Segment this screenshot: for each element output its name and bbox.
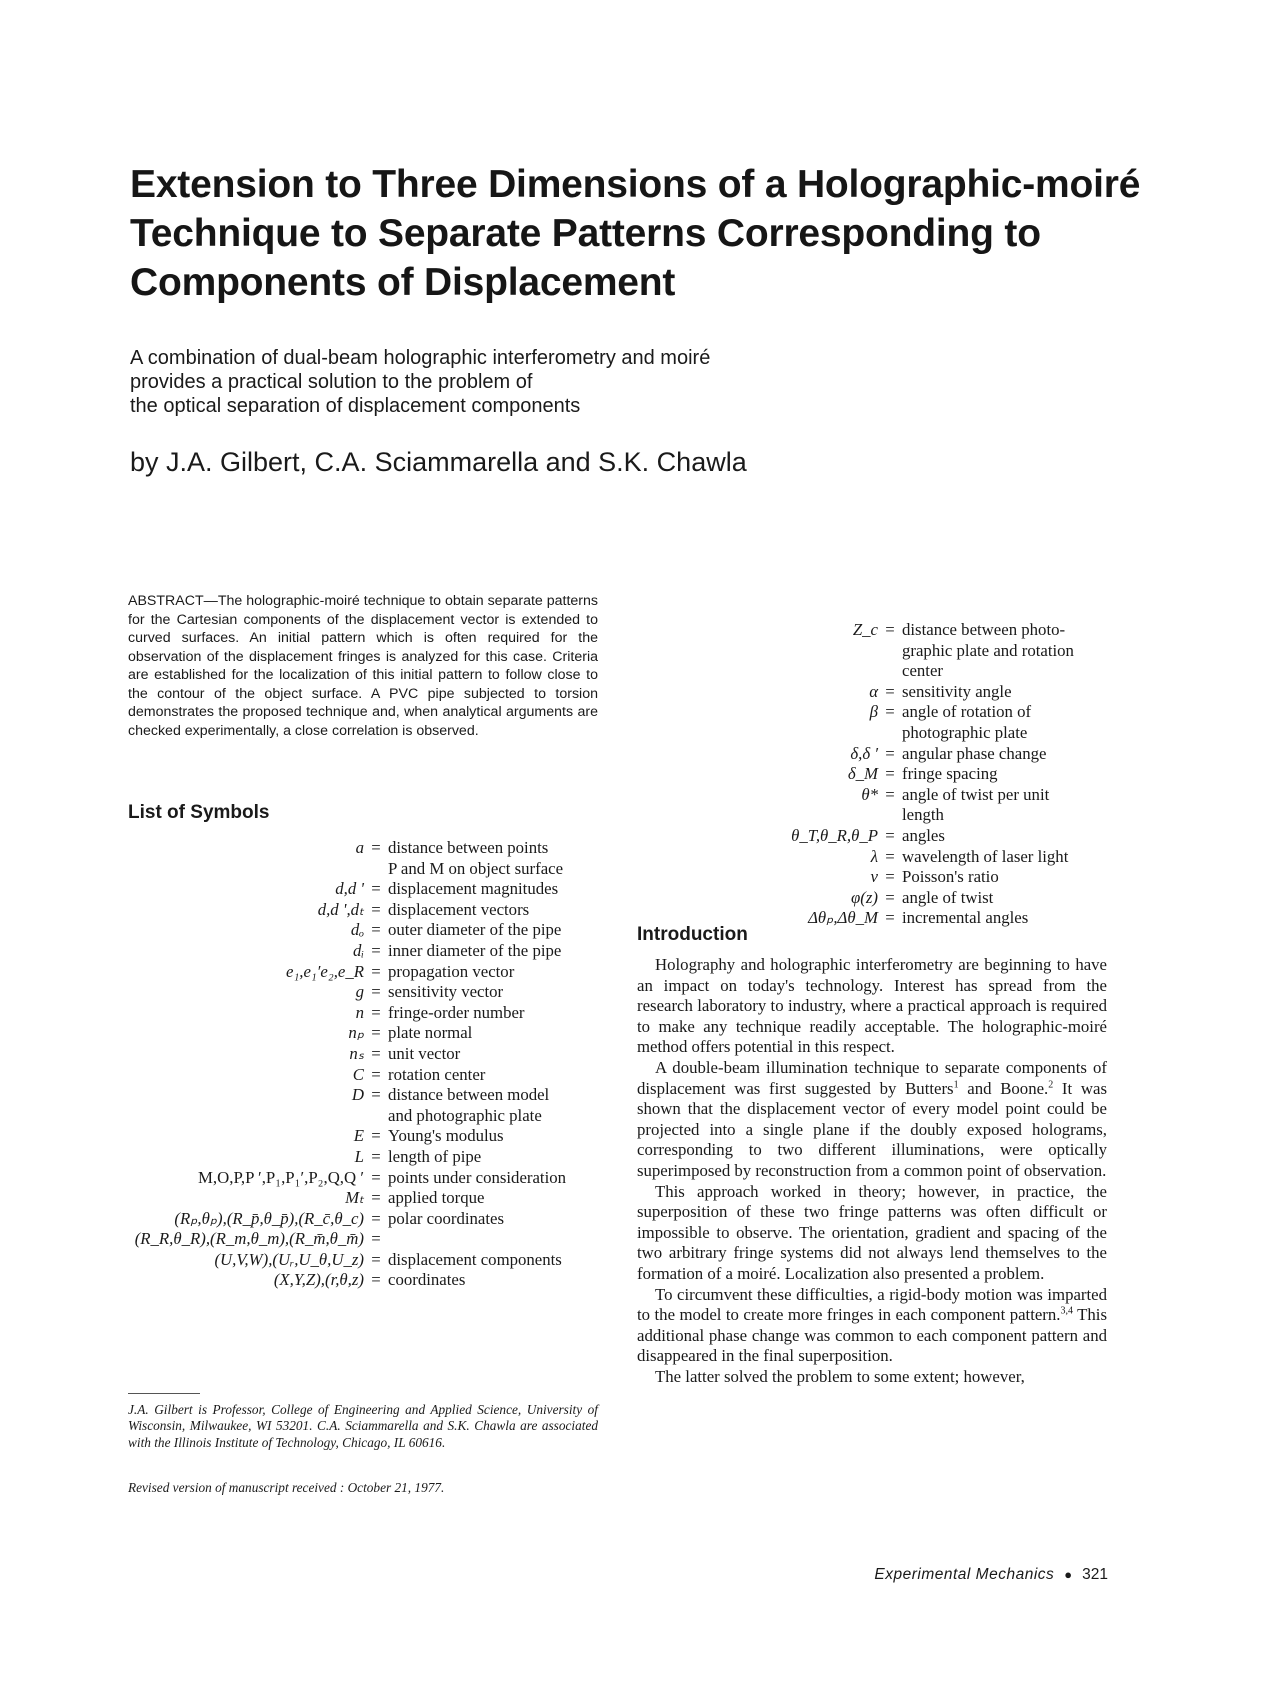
symbol-definition: angular phase change xyxy=(902,743,1047,763)
symbol-definition: propagation vector xyxy=(388,961,515,981)
symbol-row xyxy=(128,1044,566,1065)
equals-sign: = xyxy=(885,825,895,845)
symbol-row xyxy=(760,764,1074,785)
symbol: D xyxy=(351,1085,364,1105)
equals-sign: = xyxy=(885,764,895,784)
symbol: (X,Y,Z),(r,θ,z) xyxy=(273,1270,364,1290)
symbol: Δθₚ,Δθ_M xyxy=(808,908,878,928)
abstract: ABSTRACT—The holographic-moiré technique to obtain separate patterns for the Cartesian components of the displacement vector is extended to curved surfaces. An initial pattern which is often required for the observation of the displacement fringes is analyzed for this case. Criteria are established for the localization of this initial pattern to follow close to the contour of the object surface. A PVC pipe subjected to torsion demonstrates the proposed technique and, when analytical arguments are checked experimentally, a close correlation is observed. xyxy=(128,593,599,739)
symbol-row xyxy=(128,1085,566,1106)
symbol-definition: angle of rotation of xyxy=(902,702,1032,722)
symbol: n xyxy=(355,1002,364,1022)
equals-sign: = xyxy=(371,1229,381,1249)
symbol: nₚ xyxy=(348,1023,364,1043)
equals-sign xyxy=(364,859,388,880)
symbol-definition: fringe spacing xyxy=(902,764,998,784)
symbol-definition: incremental angles xyxy=(902,908,1029,928)
symbol-row xyxy=(128,1209,566,1230)
symbol: λ xyxy=(870,846,878,866)
symbol-definition: sensitivity vector xyxy=(388,982,504,1002)
symbol-row xyxy=(128,1147,566,1168)
symbol-definition: plate normal xyxy=(388,1023,473,1043)
subtitle-line: the optical separation of displacement components xyxy=(130,395,581,417)
equals-sign: = xyxy=(885,908,895,928)
symbol-row xyxy=(760,805,1074,826)
symbol-definition: rotation center xyxy=(388,1064,486,1084)
symbol-definition: sensitivity angle xyxy=(902,681,1012,701)
subtitle-line: A combination of dual-beam holographic interferometry and moiré xyxy=(130,347,711,369)
equals-sign: = xyxy=(885,867,895,887)
paragraph-text: It was shown that the displacement vector of every model point could be projected into a single plane if the doubly exposed holograms, corresponding to two different illuminations, were optically superimposed by reconstruction from a common point of observation. xyxy=(637,1078,1107,1180)
paper-subtitle xyxy=(130,346,1030,418)
equals-sign: = xyxy=(371,1208,381,1228)
equals-sign: = xyxy=(885,743,895,763)
equals-sign: = xyxy=(371,920,381,940)
symbol-row xyxy=(128,1188,566,1209)
reference-mark: 3,4 xyxy=(1060,1305,1073,1317)
symbol-row xyxy=(760,826,1074,847)
paragraph-text: This additional phase change was common to each component pattern and disappeared in the final superposition. xyxy=(637,1305,1107,1366)
equals-sign: = xyxy=(885,846,895,866)
list-of-symbols-heading: List of Symbols xyxy=(128,802,270,823)
symbol-row xyxy=(128,1106,566,1127)
symbol-row xyxy=(760,702,1074,723)
symbol-definition: graphic plate and rotation xyxy=(902,640,1074,660)
symbol-definition: displacement magnitudes xyxy=(388,879,559,899)
journal-name: Experimental Mechanics xyxy=(874,1566,1055,1583)
symbol-definition: Young's modulus xyxy=(388,1126,504,1146)
symbol-definition: coordinates xyxy=(388,1270,466,1290)
equals-sign xyxy=(364,1106,388,1127)
symbol: δ_M xyxy=(847,764,878,784)
revision-note: Revised version of manuscript received : October 21, 1977. xyxy=(128,1480,445,1495)
symbol-row xyxy=(760,744,1074,765)
symbol: Z_c xyxy=(852,620,878,639)
symbol: θ_T,θ_R,θ_P xyxy=(791,825,878,845)
footnote-rule xyxy=(128,1393,200,1394)
symbol-row xyxy=(760,888,1074,909)
equals-sign: = xyxy=(885,784,895,804)
symbol-row xyxy=(760,723,1074,744)
equals-sign: = xyxy=(371,1188,381,1208)
symbol-row xyxy=(128,859,566,880)
symbol-row xyxy=(128,879,566,900)
symbol xyxy=(128,859,364,880)
symbol-row xyxy=(760,620,1074,641)
symbol-definition: wavelength of laser light xyxy=(902,846,1069,866)
symbol-definition: polar coordinates xyxy=(388,1208,505,1228)
introduction-heading: Introduction xyxy=(637,924,748,945)
symbol-definition: points under consideration xyxy=(388,1167,567,1187)
symbols-table-right xyxy=(760,620,1074,929)
symbol xyxy=(760,805,878,826)
paragraph: This approach worked in theory; however, in practice, the superposition of these two fringe patterns was often difficult or impossible to observe. The orientation, gradient and spacing of the two arbitrary fringe systems did not always lend themselves to the formation of a moiré. Localization also presented a problem. xyxy=(637,1181,1107,1283)
symbol-definition: fringe-order number xyxy=(388,1002,525,1022)
symbol xyxy=(760,723,878,744)
symbol-definition: distance between photo- xyxy=(902,620,1066,639)
equals-sign: = xyxy=(371,961,381,981)
equals-sign xyxy=(878,723,902,744)
equals-sign: = xyxy=(885,681,895,701)
paragraph: Holography and holographic interferometry are beginning to have an impact on today's technology. Interest has spread from the research laboratory to industry, where a practical approach is required to make any technique readily acceptable. The holographic-moiré method offers potential in this respect. xyxy=(637,955,1107,1057)
symbol: e₁,e₁′e₂,e_R xyxy=(286,961,364,981)
symbol: d,d ',dₜ xyxy=(317,899,364,919)
equals-sign: = xyxy=(371,1249,381,1269)
symbol: Mₜ xyxy=(345,1188,364,1208)
symbol xyxy=(760,661,878,682)
symbol-definition: angle of twist per unit xyxy=(902,784,1050,804)
symbol-definition: displacement components xyxy=(388,1249,562,1269)
symbol-definition: photographic plate xyxy=(902,722,1028,742)
symbol: M,O,P,P ′,P₁,P₁′,P₂,Q,Q ′ xyxy=(198,1167,364,1187)
symbol-definition: distance between points xyxy=(388,838,549,857)
symbol: (U,V,W),(Uᵣ,U_θ,U_z) xyxy=(214,1249,364,1269)
symbol-definition: distance between model xyxy=(388,1085,550,1105)
symbol-row xyxy=(128,838,566,859)
equals-sign: = xyxy=(371,838,381,857)
equals-sign: = xyxy=(371,940,381,960)
symbol: β xyxy=(869,702,878,722)
equals-sign: = xyxy=(371,879,381,899)
symbol: nₛ xyxy=(349,1043,364,1063)
equals-sign: = xyxy=(371,1023,381,1043)
equals-sign: = xyxy=(371,1126,381,1146)
symbol-row xyxy=(760,908,1074,929)
page-footer xyxy=(874,1566,1108,1584)
symbol-definition: and photographic plate xyxy=(388,1105,542,1125)
symbol-definition: length of pipe xyxy=(388,1146,482,1166)
equals-sign: = xyxy=(371,1085,381,1105)
symbol: d,d ' xyxy=(335,879,364,899)
equals-sign: = xyxy=(885,620,895,639)
symbol-definition: length xyxy=(902,805,944,825)
equals-sign: = xyxy=(371,982,381,1002)
symbol-row xyxy=(128,900,566,921)
symbol-definition: Poisson's ratio xyxy=(902,867,999,887)
symbol: δ,δ ′ xyxy=(850,743,878,763)
symbol-row xyxy=(128,962,566,983)
paragraph-text: A double-beam illumination technique to separate components of displacement was first suggested by Butters xyxy=(637,1057,1107,1098)
symbol-row xyxy=(128,941,566,962)
symbol: (R_R,θ_R),(R_m,θ_m),(R_m̄,θ_m̄) xyxy=(134,1229,364,1249)
symbol: φ(z) xyxy=(851,887,878,907)
symbol-row xyxy=(128,1003,566,1024)
symbol-row xyxy=(760,785,1074,806)
symbol-row xyxy=(760,847,1074,868)
symbol-row xyxy=(128,1023,566,1044)
symbol: θ* xyxy=(861,784,878,804)
bullet-icon: ● xyxy=(1064,1567,1073,1582)
author-byline: by J.A. Gilbert, C.A. Sciammarella and S.K. Chawla xyxy=(130,447,747,477)
equals-sign xyxy=(878,661,902,682)
equals-sign xyxy=(878,805,902,826)
equals-sign: = xyxy=(371,1064,381,1084)
symbol-row xyxy=(128,1229,566,1250)
paragraph-text: and Boone. xyxy=(958,1078,1049,1098)
paragraph: The latter solved the problem to some extent; however, xyxy=(655,1366,1025,1386)
symbol-row xyxy=(128,920,566,941)
equals-sign xyxy=(878,641,902,662)
symbol: α xyxy=(869,681,878,701)
symbol-row xyxy=(128,1126,566,1147)
symbol-definition xyxy=(388,1229,566,1250)
symbol-row xyxy=(760,682,1074,703)
paragraph xyxy=(637,1285,1107,1367)
paper-title: Extension to Three Dimensions of a Holographic-moiré Technique to Separate Patterns Corresponding to Components of Displacement xyxy=(130,163,1141,304)
symbol: L xyxy=(354,1146,364,1166)
symbol-definition: angle of twist xyxy=(902,887,994,907)
symbol-row xyxy=(128,1270,566,1291)
introduction-body xyxy=(637,955,1107,1387)
symbols-table-left xyxy=(128,838,566,1291)
symbol: dᵢ xyxy=(352,940,364,960)
equals-sign: = xyxy=(371,1270,381,1290)
equals-sign: = xyxy=(885,702,895,722)
symbol: C xyxy=(352,1064,364,1084)
symbol-row xyxy=(128,1168,566,1189)
reference-mark: 1 xyxy=(953,1078,959,1090)
equals-sign: = xyxy=(371,1146,381,1166)
symbol: dₒ xyxy=(350,920,364,940)
symbol: g xyxy=(355,982,364,1002)
subtitle-line: provides a practical solution to the problem of xyxy=(130,371,533,393)
symbol: a xyxy=(355,838,364,857)
symbol-row xyxy=(760,661,1074,682)
equals-sign: = xyxy=(371,899,381,919)
equals-sign: = xyxy=(371,1043,381,1063)
symbol: (Rₚ,θₚ),(R_p̄,θ_p̄),(R_c̄,θ_c) xyxy=(174,1208,364,1228)
symbol-row xyxy=(760,641,1074,662)
symbol: E xyxy=(353,1126,364,1146)
symbol: ν xyxy=(870,867,878,887)
symbol-row xyxy=(760,867,1074,888)
symbol-definition: P and M on object surface xyxy=(388,858,564,878)
symbol-row xyxy=(128,1250,566,1271)
symbol-definition: center xyxy=(902,661,943,681)
symbol-row xyxy=(128,982,566,1003)
symbol-definition: angles xyxy=(902,825,945,845)
symbol xyxy=(760,641,878,662)
symbol-definition: unit vector xyxy=(388,1043,461,1063)
paragraph xyxy=(637,1058,1107,1182)
reference-mark: 2 xyxy=(1048,1078,1054,1090)
equals-sign: = xyxy=(371,1002,381,1022)
symbol-definition: outer diameter of the pipe xyxy=(388,920,562,940)
equals-sign: = xyxy=(885,887,895,907)
symbol-row xyxy=(128,1065,566,1086)
equals-sign: = xyxy=(371,1167,381,1187)
symbol-definition: inner diameter of the pipe xyxy=(388,940,562,960)
symbol xyxy=(128,1106,364,1127)
paragraph-text: To circumvent these difficulties, a rigid-body motion was imparted to the model to create more fringes in each component pattern. xyxy=(637,1284,1107,1325)
symbol-definition: displacement vectors xyxy=(388,899,530,919)
author-footnote: J.A. Gilbert is Professor, College of Engineering and Applied Science, University of Wisconsin, Milwaukee, WI 53201. C.A. Sciammarella and S.K. Chawla are associated with the Illinois Institute of Technology, Chicago, IL 60616. xyxy=(128,1402,598,1450)
symbol-definition: applied torque xyxy=(388,1188,485,1208)
page-number: 321 xyxy=(1082,1566,1108,1583)
